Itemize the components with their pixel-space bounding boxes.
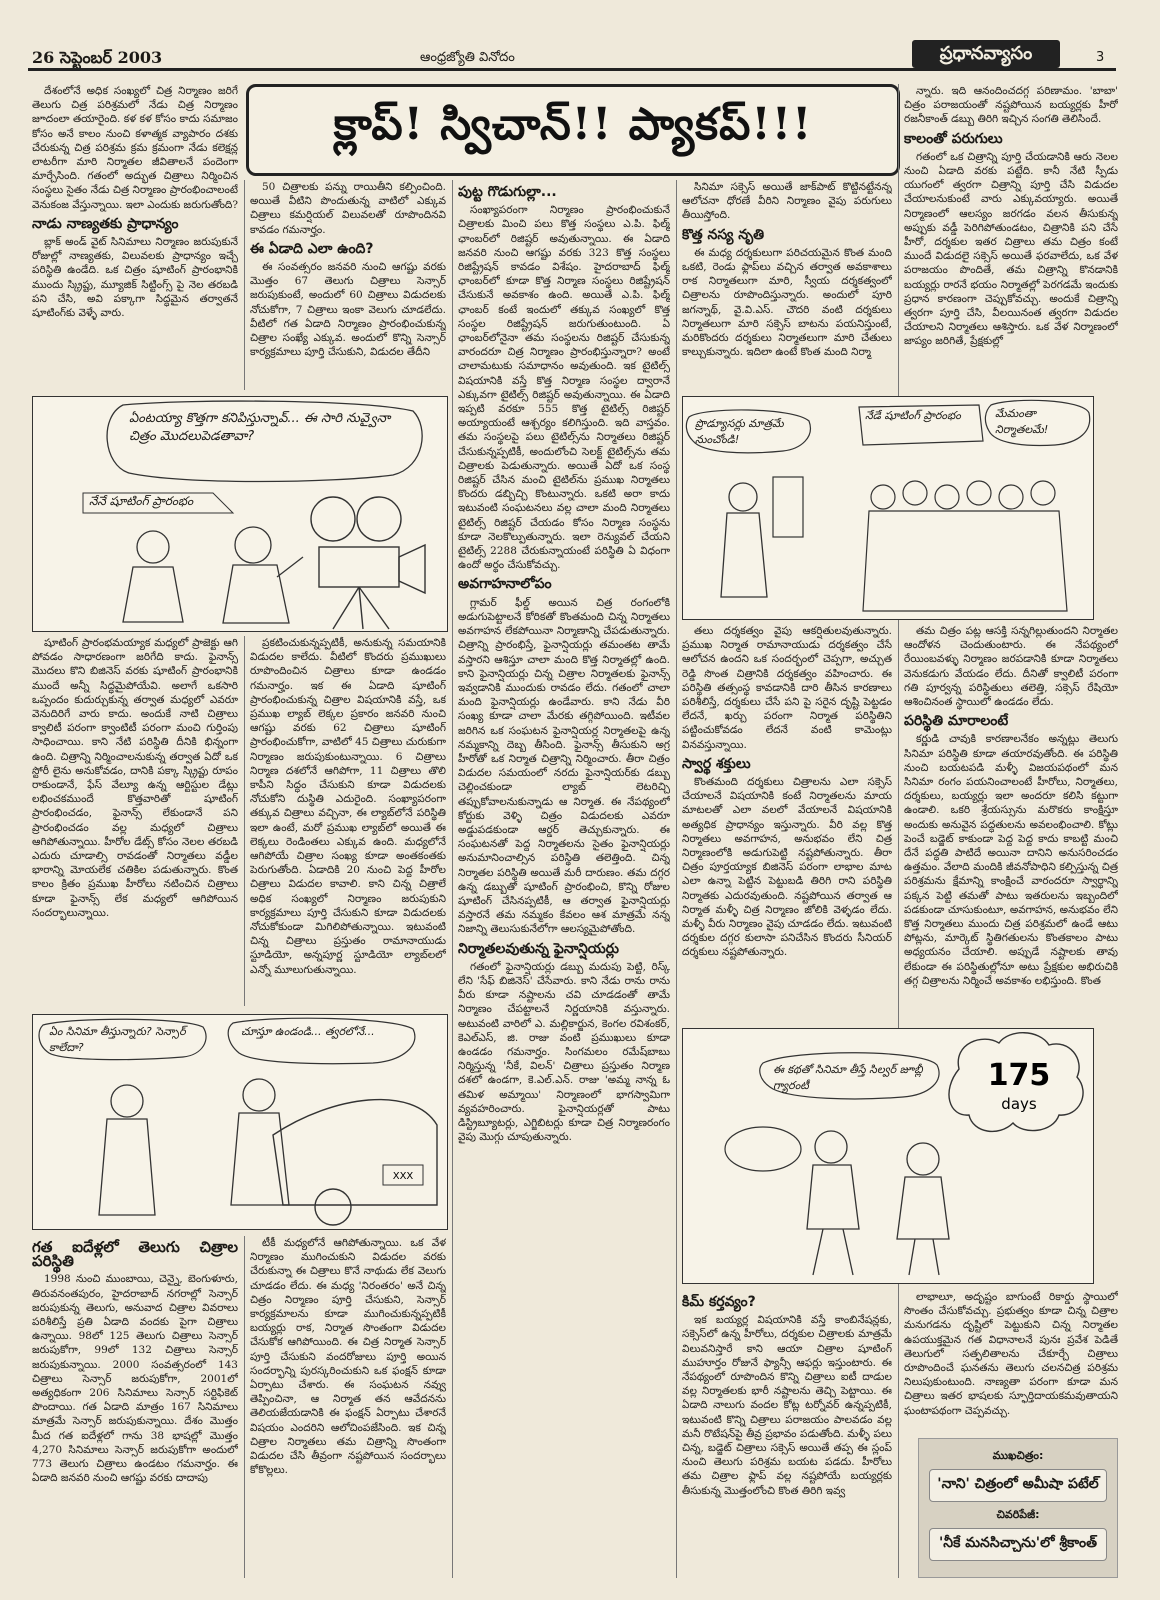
page-number: 3 [1096, 50, 1105, 65]
subhead-lack-of-awareness: అవగాహనాలోపం [458, 576, 552, 593]
column-1-mid [32, 636, 238, 1006]
cartoon-bubble: ఏంటయ్యా కొత్తగా కనిపిస్తున్నావ్... ఈ సారి నువ్వైనా చిత్రం మొదలుపెడతావా? [129, 411, 391, 444]
backpage-label: చివరిపేజీ: [996, 1508, 1040, 1521]
cartoon-producers-crowd [682, 396, 1094, 620]
column-rule [244, 636, 245, 1006]
column-2-mid [250, 636, 446, 1006]
article-paragraph: ప్రకటించుకున్నప్పటికీ, అనుకున్న సమయానికి విడుదల కాలేదు. వీటిలో కొందరు ప్రముఖులు రూపొందించిన చిత్రాలు కూడా ఉండడం గమనార్హం. ఇక ఈ ఏడాది షూటింగ్ ప్రారంభించుకున్న చిత్రాల విషయానికి వస్తే, ఒక ప్రముఖ ల్యాబ్ లెక్కల ప్రకారం జనవరి నుంచి ఆగష్టు వరకు 62 చిత్రాలు షూటింగ్ ప్రారంభించుకోగా, వాటిలో 45 చిత్రాలు చురుకుగా నిర్మాణం జరుపుకుంటున్నాయి. 6 చిత్రాలు నిర్మాణ దశలోనే ఆగిపోగా, 11 చిత్రాలు తొలి కాపీని సిద్ధం చేసుకుని కూడా విడుదలకు నోచుకోని దుస్థితి ఎదురైంది. సంఖ్యాపరంగా తక్కువ చిత్రాలు వచ్చినా, ఈ ల్యాబ్‌లోనే పరిస్థితి ఇలా ఉంటే, మరో ప్రముఖ ల్యాబ్‌లో అయితే ఈ లెక్కలు రెండింతలు ఎక్కువ ఉంది. మధ్యలోనే ఆగిపోయే చిత్రాల సంఖ్య కూడా అంతకంతకు పెరుగుతోంది. ఏడాదికి 20 నుంచి పెద్ద హీరోల చిత్రాలు విడుదల కావాలి. కాని చిన్న చిత్రాలే అధిక సంఖ్యలో నిర్మాణం జరుపుకుని కార్యక్రమాలు పూర్తి చేసుకుని కూడా విడుదలకు నోచుకోకుండా మిగిలిపోతున్నాయి. ఇటువంటి చిన్న చిత్రాలు ప్రస్తుతం రామానాయుడు స్టూడియో, అన్నపూర్ణ స్టూడియో ల్యాబ్‌లలో ఎన్నో మూలుగుతున్నాయి. [250, 637, 446, 976]
article-intro: దేశంలోనే అధిక సంఖ్యలో చిత్ర నిర్మాణం జరిగే తెలుగు చిత్ర పరిశ్రమలో నేడు చిత్ర నిర్మాణం జూదంలా తయారైంది. కళ కళ కోసం కాదు సమాజం కోసం అనే కాలం నుంచి కళాత్మక వ్యాపారం దశకు చేరుకున్న చిత్ర పరిశ్రమ క్రమ క్రమంగా నేడు కలెక్షన్ల లాటరీగా మారి నిర్మాతల జీవితాలనే పందెంగా మార్చేసింది. గతంలో అద్భుత చిత్రాలు నిర్మించిన సంస్థలు సైతం నేడు చిత్ర నిర్మాణం ప్రారంభించాలంటే వెనుకంజ వేస్తున్నాయి. ఇలా ఎందుకు జరుగుతోంది? [32, 85, 238, 211]
badge-number: 175 [987, 1058, 1051, 1093]
subhead-selfish-forces: స్వార్థ శక్తులు [682, 755, 751, 772]
column-2-top [250, 180, 446, 386]
column-4-bottom [682, 1290, 892, 1578]
cartoon-producer-car [32, 1014, 448, 1230]
article-paragraph: సంఖ్యాపరంగా నిర్మాణం ప్రారంభించుకునే చిత్రాలకు మించి పలు కొత్త సంస్థలు ఎ.పి. ఫిల్మ్ ఛాంబర్‌లో రిజిష్టర్ అవుతున్నాయి. ఈ ఏడాది జనవరి నుంచి ఆగష్టు వరకు 323 కొత్త సంస్థలు రిజిష్ట్రేషన్ కావడం విశేషం. హైదరాబాద్ ఫిల్మ్ ఛాంబర్‌లో కూడా కొత్త నిర్మాణ సంస్థలు రిజిష్ట్రేషన్ చేసుకునే అవకాశం ఉంది. అయితే ఎ.పి. ఫిల్మ్ ఛాంబర్ కంటే ఇందులో తక్కువ సంఖ్యలో కొత్త సంస్థల రిజిష్ట్రేషన్ జరుగుతుంటుంది. ఏ ఛాంబర్‌లోనైనా తమ సంస్థలను రిజిష్టర్ చేసుకున్న వారందరూ చిత్ర నిర్మాణం ప్రారంభిస్తున్నారా? అంటే చాలామటుకు సమాధానం అవుతుంది. ఇక టైటిల్స్ విషయానికి వస్తే కొత్త నిర్మాణ సంస్థల ద్వారానే ఎక్కువగా టైటిల్స్ రిజిష్టర్ అవుతున్నాయి. ఈ ఏడాది ఇప్పటి వరకూ 555 కొత్త టైటిల్స్ రిజిష్టర్ అయ్యాయంటే ఆశ్చర్యం కలిగిస్తుంది. ఇది వాస్తవం. తమ సంస్థలపై పలు టైటిల్స్‌ను నిర్మాతలు రిజిష్టర్ చేసుకున్నప్పటికీ, అందులోంచి సెలక్ట్ టైటిల్స్‌ను తమ చిత్రాలకు పెడుతున్నారు. అయితే ఏదో ఒక సంస్థ రిజిష్టర్ చేసిన మంచి టైటిల్‌ను ప్రముఖ నిర్మాతలు కొందరు డబ్బిచ్చి కొంటున్నారు. ఒకటి అరా కాదు ఇటువంటి సంఘటనలు వల్ల చాలా మంది నిర్మాతలు టైటిల్స్ రిజిష్టర్ చేయడం కోసం నిర్మాణ సంస్థను కూడా నెలకొల్పుతున్నారు. ఇలా రెన్యువల్ చేయని టైటిల్స్ 2288 చేరుకున్నాయంటే పరిస్థితి ఏ విధంగా ఉందో అర్థం చేసుకోవచ్చు. [458, 204, 670, 572]
cover-info-box [918, 1438, 1118, 1578]
subhead-what-to-do: కిమ్ కర్తవ్యం? [682, 1294, 756, 1310]
article-paragraph: ఇక బయ్యర్ల విషయానికి వస్తే కాంబినేషన్లకు, సక్సెస్‌లో ఉన్న హీరోలు, దర్శకుల చిత్రాలకు మాత్రమే విలువనిస్తారే కాని ఆయా చిత్రాల షూటింగ్ ముహూర్తం రోజునే ఫ్యాన్సీ ఆఫర్లు ఇస్తుంటారు. ఈ నేపథ్యంలో రూపొందిన కొన్ని చిత్రాలు ఐటీ దాడుల వల్ల నిర్మాతలకు భారీ నష్టాలను తెచ్చి పెట్టాయి. ఈ ఏడాది నాలుగు వందల కోట్ల టర్నోవర్ ఉన్నప్పటికీ, ఇటువంటి కొన్ని చిత్రాలు పరాజయం పాలవడం వల్ల మనీ రొటేషన్‌పై తీవ్ర ప్రభావం పడుతోంది. మళ్ళీ పలు చిన్న, బడ్జెట్ చిత్రాలు సక్సెస్ అయితే తప్ప ఈ స్లంప్ నుంచి తెలుగు పరిశ్రమ బయట పడదు. హీరోలు తమ చిత్రాల ఫ్లాప్ వల్ల నష్టపోయే బయ్యర్లకు తీసుకున్న మొత్తంలోంచి కొంత తిరిగి ఇవ్వ [682, 1314, 892, 1497]
column-rule [676, 180, 677, 1578]
article-paragraph: లాభాలూ, అదృష్టం బాగుంటే రికార్డు స్థాయిలో సొంతం చేసుకోవచ్చు. ప్రభుత్వం కూడా చిన్న చిత్రాల మనుగడను దృష్టిలో పెట్టుకుని చిన్న నిర్మాతల ఉపయుక్తమైన గత విధానాలనే పునః ప్రవేశ పెడితే తెలుగులో సత్ఫలితాలను చేకూర్చే చిత్రాలు రూపొందించే ఘనతను తెలుగు చలనచిత్ర పరిశ్రమ నిలుపుకుంటుంది. నాణ్యతా పరంగా కూడా మన చిత్రాలు ఇతర భాషలకు స్ఫూర్తిదాయకమవుతాయని ఘంటాపథంగా చెప్పవచ్చు. [904, 1291, 1118, 1417]
column-3 [458, 180, 670, 1578]
column-1-top [32, 84, 238, 384]
article-paragraph: 50 చిత్రాలకు పన్ను రాయితీని కల్పించింది. అయితే వీటిని పొందుతున్న వాటిలో ఎక్కువ చిత్రాలు కమర్షియల్ విలువలతో రూపొందినవి కావడం గమనార్హం. [250, 181, 446, 236]
article-paragraph: కొంతమంది దర్శకులు చిత్రాలను ఎలా సక్సెస్ చేయాలనే విషయానికి కంటే నిర్మాతలను మాయ మాటలతో ఎలా వలలో వేయాలనే విషయానికి అత్యధిక ప్రాధాన్యం ఇస్తున్నారు. వీరి వల్ల కొత్త నిర్మాతలు అవగాహన, అనుభవం లేని చిత్ర నిర్మాణంలోకి అడుగుపెట్టి నష్టపోతున్నారు. తీరా చిత్రం పూర్తయ్యాక బిజినెస్ పరంగా లాభాల మాట ఎలా ఉన్నా పెట్టిన పెట్టుబడి తిరిగి రాని పరిస్థితి నిర్మాతకు ఎదురవుతుంది. నష్టపోయిన తర్వాత ఆ నిర్మాత మళ్ళీ చిత్ర నిర్మాణం జోలికి వెళ్ళడం లేదు. మళ్ళీ వీరు నిర్మాణం వైపు చూడడం లేదు. ఇటువంటి దర్శకుల దగ్గర కులాసా పనిచేసిన కొందరు సీనియర్ దర్శకులు నష్టపోతున్నారు. [682, 776, 892, 959]
article-paragraph: సినిమా సక్సెస్ అయితే జాక్‌పాట్ కొట్టినట్టేనన్న ఆలోచనా ధోరణే వీరిని నిర్మాణం వైపు పరుగులు తీయిస్తోంది. [682, 181, 892, 222]
subhead-race-with-time: కాలంతో పరుగులు [904, 130, 1003, 147]
cartoon-bubble: ఏం సినిమా తీస్తున్నారు? సెన్సార్ కాలేదా? [49, 1025, 186, 1054]
column-4-top [682, 180, 892, 392]
column-rule [898, 84, 899, 1578]
subhead-new-trend: కొత్త నస్య నృతి [682, 226, 765, 243]
column-5-bottom [904, 1290, 1118, 1434]
subhead-mushrooms: పుట్ట గొడుగుల్లా... [458, 184, 557, 200]
article-paragraph: 1998 నుంచి ముంబాయి, చెన్నై, బెంగుళూరు, తిరువనంతపురం, హైదరాబాద్ నగరాల్లో సెన్సార్ జరుపుకున్న తెలుగు, అనువాద చిత్రాల వివరాలు పరిశీలిస్తే ప్రతి ఏడాది వందకు పైగా చిత్రాలు ఉన్నాయి. 98లో 125 తెలుగు చిత్రాలు సెన్సార్ జరుపుకోగా, 99లో 132 చిత్రాలు సెన్సార్ జరుపుకున్నాయి. 2000 సంవత్సరంలో 143 చిత్రాలు సెన్సార్ జరుపుకోగా, 2001లో అత్యధికంగా 206 సినిమాలు సెన్సార్ సర్టిఫికెట్ పొందాయి. గత ఏడాది మాత్రం 167 సినిమాలు మాత్రమే సెన్సార్ జరుపుకున్నాయి. దేశం మొత్తం మీద గత ఐదేళ్లలో గాను 38 భాషల్లో మొత్తం 4,270 సినిమాలు సెన్సార్ జరుపుకోగా అందులో 773 తెలుగు చిత్రాలు ఉండటం గమనార్హం. ఈ ఏడాది జనవరి నుంచి ఆగష్టు వరకు దాదాపు [32, 1273, 238, 1485]
column-5-top [904, 84, 1118, 384]
badge-text: days [1001, 1095, 1037, 1113]
cartoon-sign: నేనే షూటింగ్ ప్రారంభం [89, 494, 194, 508]
cover-label: ముఖచిత్రం: [992, 1449, 1044, 1462]
article-paragraph: కర్ణుడి చావుకి కారణాలనేకం అన్నట్లు తెలుగు సినిమా పరిస్థితి కూడా తయారవుతోంది. ఈ పరిస్థితి నుంచి బయటపడి మళ్ళీ విజయపథంలో మన సినిమా రంగం పయనించాలంటే హీరోలు, నిర్మాతలు, దర్శకులు, బయ్యర్లు ఇలా అందరూ కలిసి కట్టుగా ఉండాలి. ఒకరి శ్రేయస్సును మరొకరు కాంక్షిస్తూ అందుకు అనువైన పద్ధతులను అవలంభించాలి. కోట్లు పెంచే బడ్జెట్ కాకుండా పెద్ద పెద్ద కాదు కాబట్టి మంచి దేనే పద్ధతి పాటిదే అయినా దానిని అనుసరించడం ఉత్తమం. వేలాది మందికి జీవనోపాధిని కల్పిస్తున్న చిత్ర పరిశ్రమను క్షేమాన్ని కాంక్షించే వారందరూ స్వార్థాన్ని పక్కన పెట్టి తమతో పాటు ఇతరులను ఇబ్బందిలో పడకుండా చూసుకుంటూ, అవగాహన, అనుభవం లేని కొత్త నిర్మాతలు ముందు చిత్ర పరిశ్రమలో ఉండే ఆటు పోట్లను, మార్కెట్ స్థితిగతులను కొంతకాలం పాటు అధ్యయనం చేయాలి. అప్పుడే నష్టాలకు తావు లేకుండా ఈ పరిస్థితుల్లోనూ అటు ప్రేక్షకుల అభిరుచికి తగ్గ చిత్రాలను నిర్మించే అవకాశం లభిస్తుంది. కొంత [904, 733, 1118, 987]
subhead-financiers: నిర్మాతలవుతున్న ఫైనాన్షియర్లు [458, 940, 619, 957]
column-2-bottom [250, 1236, 446, 1578]
column-4-mid [682, 624, 892, 1020]
backpage-item: 'నీకే మనసిచ్చాను'లో శ్రీకాంత్ [929, 1528, 1107, 1561]
subhead-to-change: పరిస్థితి మారాలంటే [904, 713, 1009, 730]
article-paragraph: ఈ సంవత్సరం జనవరి నుంచి ఆగష్టు వరకు మొత్తం 67 తెలుగు చిత్రాలు సెన్సార్ జరుపుకుంటే, అందులో 60 చిత్రాలు విడుదలకు నోచుకోగా, 7 చిత్రాలు ఇంకా వెలుగు చూడలేదు. వీటిలో గత ఏడాది నిర్మాణం ప్రారంభించుకున్న చిత్రాల సంఖ్యే ఎక్కువ. అందులో కొన్ని సెన్సార్ కార్యక్రమాలు పూర్తి చేసుకుని, విడుదల తేదీని [250, 261, 446, 359]
subhead-five-years: గత ఐదేళ్లలో తెలుగు చిత్రాల పరిస్థితి [32, 1238, 238, 1271]
article-paragraph: గతంలో ఒక చిత్రాన్ని పూర్తి చేయడానికి ఆరు నెలల నుంచి ఏడాది వరకు పట్టేది. కానీ నేటి స్పీడు యుగంలో త్వరగా చిత్రాన్ని పూర్తి చేసి విడుదల చేయాలనుకుంటే వారు ఎక్కువయ్యారు. అయితే నిర్మాణంలో ఆలస్యం జరగడం వలన తీసుకున్న అప్పుకు వడ్డీ పెరిగిపోతుండటం, చిత్రానికి పని చేసే హీరో, దర్శకుల ఇతర చిత్రాలు తమ చిత్రం కంటే ముందే విడుదలై సక్సెస్ అయితే ఫరవాలేదు, ఒక వేళ పరాజయం పొందితే, తమ చిత్రాన్ని కొనడానికి బయ్యర్లు రారనే భయం నిర్మాతల్లో పెరగడమే ఇందుకు ప్రధాన కారణంగా చెప్పుకోవచ్చు. అందుకే చిత్రాన్ని త్వరగా పూర్తి చేసి, వీలయినంత త్వరగా విడుదల చేయాలని నిర్మాతలు ఆశిస్తారు. ఒక వేళ నిర్మాణంలో జాప్యం జరిగితే, ప్రేక్షకుల్లో [904, 150, 1118, 348]
subhead-this-year: ఈ ఏడాది ఎలా ఉంది? [250, 240, 374, 257]
article-paragraph: టీకీ మధ్యలోనే ఆగిపోతున్నాయి. ఒక వేళ నిర్మాణం ముగించుకుని విడుదల వరకు చేరుకున్నా ఈ చిత్రాలు కొనే నాథుడు లేక వెలుగు చూడడం లేదు. ఈ మధ్య 'నిరంతరం' అనే చిన్న చిత్రం నిర్మాణం పూర్తి చేసుకుని, సెన్సార్ కార్యక్రమాలను కూడా ముగించుకున్నప్పటికీ బయ్యర్లు రాక, నిర్మాత సొంతంగా విడుదల చేసుకోక ఆగిపోయింది. ఈ చిత్ర నిర్మాత సెన్సార్ పూర్తి చేసుకుని వందరోజులు పూర్తి అయిన సందర్భాన్ని పురస్కరించుకుని ఒక ఫంక్షన్ కూడా ఏర్పాటు చేశారు. ఈ సంఘటన నవ్వు తెప్పించినా, ఆ నిర్మాత తన ఆవేదనను తెలియజేయడానికి ఈ ఫంక్షన్ ఏర్పాటు చేశారనే విషయం ఎందరిని ఆలోచింపజేసింది. ఇక చిన్న చిత్రాల నిర్మాతలు తమ చిత్రాన్ని సొంతంగా విడుదల చేసి తీవ్రంగా నష్టపోయిన సందర్భాలు కోకొల్లలు. [250, 1237, 446, 1477]
column-rule [452, 180, 453, 1578]
article-paragraph: ఈ మధ్య దర్శకులుగా పరిచయమైన కొంత మంది ఒకటి, రెండు ఫ్లాప్‌లు వచ్చిన తర్వాత అవకాశాలు రాక నిర్మాతలుగా మారి, స్వీయ దర్శకత్వంలో చిత్రాలను రూపొందిస్తున్నారు. అందులో పూరి జగన్నాథ్, వై.వి.ఎస్. చౌదరి వంటి దర్శకులు నిర్మాతలుగా మారి సక్సెస్ బాటను పయనిస్తుంటే, మరికొందరు దర్శకులు నిర్మాతలుగా మారి చేతులు కాల్చుకున్నారు. ఇదిలా ఉంటే కొంత మంది నిర్మా [682, 246, 892, 359]
cartoon-bubble: మేమంతా నిర్మాతలమే! [995, 407, 1049, 436]
header-rule [28, 68, 1116, 71]
masthead: ఆంధ్రజ్యోతి వినోదం [420, 50, 515, 65]
car-plate: XXX [392, 1171, 414, 1182]
article-paragraph: బ్లాక్ అండ్ వైట్ సినిమాలు నిర్మాణం జరుపుకునే రోజుల్లో నాణ్యతకు, విలువలకు ప్రాధాన్యం ఇచ్చే పరిస్థితి ఉండేది. ఒక చిత్రం షూటింగ్ ప్రారంభానికి ముందు స్క్రిప్టు, మ్యూజిక్ సిట్టింగ్స్ పై నెల తరబడి పని చేసి, అవి పక్కాగా సిద్ధమైన తర్వాతనే షూటింగ్‌కు వెళ్ళే వారు. [32, 236, 238, 320]
cartoon-bubble: చూస్తూ ఉండండి... త్వరలోనే... [241, 1025, 375, 1038]
column-rule [244, 1236, 245, 1578]
cartoon-175-days [682, 1028, 1094, 1284]
subhead-quality: నాడు నాణ్యతకు ప్రాధాన్యం [32, 215, 179, 232]
cartoon-shooting-start [32, 396, 448, 632]
cartoon-sign: నేడే షూటింగ్ ప్రారంభం [865, 409, 961, 422]
article-paragraph: తమ చిత్రం పట్ల ఆసక్తి సన్నగిల్లుతుందని నిర్మాతల ఆందోళన చెందుతుంటారు. ఈ నేపథ్యంలో రేయింబవళ్ళు నిర్మాణం జరపడానికి కూడా నిర్మాతలు వెనుకడుగు వేయడం లేదు. దీనితో క్వాలిటీ పరంగా గతి పూర్వన్న పరిస్థితులు తలెత్తి, సక్సెస్ రేషియో ఆశించినంత స్థాయిలో ఉండడం లేదు. [904, 625, 1118, 709]
cartoon-bubble: ఈ కథతో సినిమా తీస్తే సిల్వర్ జూబ్లీ గ్యారంటీ [773, 1063, 923, 1092]
headline-box [246, 84, 900, 176]
cartoon-bubble: ప్రొడ్యూసర్లు మాత్రమే నుంచోండి! [695, 417, 784, 446]
article-paragraph: షూటింగ్ ప్రారంభమయ్యాక మధ్యలో ప్రాజెక్టు ఆగి పోవడం సాధారణంగా జరిగేది కాదు. ఫైనాన్స్ మొదలు కొని బిజినెస్ వరకు షూటింగ్ ప్రారంభానికి ముందే అన్నీ సిద్ధమైపోయేవి. అలాగే ఒకసారి ఒప్పందం కుదుర్చుకున్న తర్వాత మధ్యలో ఎవరూ వెనుదిరిగే వారు కాదు. అందుకే నాటి చిత్రాలు క్వాలిటీ పరంగా క్వాంటిటీ పరంగా మంచి గుర్తింపు సాధించాయి. కాని నేటి పరిస్థితి దీనికి భిన్నంగా ఉంది. చిత్రాన్ని నిర్మించాలనుకున్న తర్వాత ఏదో ఒక స్టోరీ లైను అనుకోవడం, దానికి పక్కా స్క్రిప్టు రూపం రాకుండానే, ఫేస్ వేల్యూ ఉన్న ఆర్టిస్టుల డేట్లు లభించకముందే కొత్తవారితో షూటింగ్ ప్రారంభించడం, ఫైనాన్స్ లేకుండానే పని ప్రారంభించడం వల్ల మధ్యలో చిత్రాలు ఆగిపోతున్నాయి. హీరోల డేట్స్ కోసం నెలల తరబడి ఎదురు చూడాల్సి రావడంతో నిర్మాతలు వడ్డీల భారాన్ని మోయలేక చతికిల పడుతున్నారు. కొంత కాలం క్రితం ప్రముఖ హీరోలు నటించిన చిత్రాలు కూడా ఫైనాన్స్ లేక మధ్యలో ఆగిపోయిన సందర్భాలున్నాయి. [32, 637, 238, 919]
headline: క్లాప్! స్విచాన్!! ప్యాకప్!!! [333, 99, 813, 150]
article-paragraph: గతంలో ఫైనాన్షియర్లు డబ్బు మదుపు పెట్టి, రిస్క్ లేని 'సేఫ్ బిజినెస్' చేసేవారు. కాని నేడు రాను రాను వీరు కూడా నష్టాలను చవి చూడడంతో తామే నిర్మాణం చేపట్టాలనే నిర్ణయానికి వస్తున్నారు. అటువంటి వారిలో ఎ. మల్లికార్జున, కెంగల రవిశంకర్, కెఎల్ఎస్, జి. రాజు వంటి ప్రముఖులు కూడా ఉండడం గమనార్హం. సింగమలం రమేష్‌బాబు నిర్మిస్తున్న 'నీకే, విలన్' చిత్రాలు ప్రస్తుతం నిర్మాణ దశలో ఉండగా, కె.ఎల్.ఎన్. రాజు 'అమ్మ నాన్న ఓ తమిళ అమ్మాయి' నిర్మాణంలో భాగస్వామిగా వ్యవహరించారు. ఫైనాన్షియర్లతో పాటు డిస్ట్రిబ్యూటర్లు, ఎగ్జిబిటర్లు కూడా చిత్ర నిర్మాణరంగం వైపు మొగ్గు చూపుతున్నారు. [458, 960, 670, 1144]
section-tag: ప్రధానవ్యాసం [912, 40, 1060, 68]
article-paragraph: గ్లామర్ ఫీల్డ్ అయిన చిత్ర రంగంలోకి అడుగుపెట్టాలనే కోరికతో కొంతమంది చిన్న నిర్మాతలు అవగాహన లేకపోయినా నిర్మాణాన్ని చేపడుతున్నారు. చిత్రాన్ని ప్రారంభిస్తే, ఫైనాన్షియర్లు తమంతట తామే వస్తారని ఆశిస్తూ చాలా మంది కొత్త నిర్మాతల్లో ఉంది. కాని ఫైనాన్షియర్లు చిన్న చిత్రాల నిర్మాతలకు ఫైనాన్స్ ఇవ్వడానికి ముందుకు రావడం లేదు. గతంలో చాలా మంది ఫైనాన్షియర్లు ఉండేవారు. కాని నేడు వీరి సంఖ్య కూడా చాలా మేరకు తగ్గిపోయింది. ఇటీవల జరిగిన ఒక సంఘటన ఫైనాన్షియర్ల నిర్మాతలపై ఉన్న నమ్మకాన్ని దెబ్బ తీసింది. ఫైనాన్స్ తీసుకుని అగ్ర హీరోతో ఒక నిర్మాత చిత్రాన్ని నిర్మించారు. తీరా చిత్రం విడుదల సమయంలో నరదు ఫైనాన్షియర్‌కు డబ్బు చెల్లించకుండా ల్యాబ్ లెటరిచ్చి తప్పుకోవాలనుకున్నాడు ఆ నిర్మాత. ఈ నేపథ్యంలో కోర్టుకు వెళ్ళి చిత్రం విడుదలకు ఎవరూ అడ్డుపడకుండా ఆర్డర్ తెచ్చుకున్నారు. ఈ సంఘటనతో పెద్ద నిర్మాతలను సైతం ఫైనాన్షియర్లు అనుమానించాల్సిన పరిస్థితి తలెత్తింది. చిన్న నిర్మాతల పరిస్థితి అయితే మరీ దారుణం. తమ దగ్గర ఉన్న డబ్బుతో షూటింగ్ ప్రారంభించి, కొన్ని రోజుల షూటింగ్ చేసినప్పటికీ, ఆ తర్వాత ఫైనాన్షియర్లు వస్తారనే తమ నమ్మకం కేవలం ఆశ మాత్రమే నన్న నిజాన్ని తెలుసుకునేలోగా ఆలస్యమైపోతోంది. [458, 596, 670, 936]
issue-date: 26 సెప్టెంబర్ 2003 [32, 48, 163, 67]
column-rule [244, 180, 245, 390]
column-1-bottom [32, 1236, 238, 1578]
article-paragraph: న్నారు. ఇది ఆనందించదగ్గ పరిణామం. 'బాబా' చిత్రం పరాజయంతో నష్టపోయిన బయ్యర్లకు హీరో రజనీకాంత్ డబ్బు తిరిగి ఇచ్చిన సంగతి తెలిసిందే. [904, 85, 1118, 126]
column-5-mid [904, 624, 1118, 1020]
article-paragraph: తలు దర్శకత్వం వైపు ఆకర్షితులవుతున్నారు. ప్రముఖ నిర్మాత రామానాయుడు దర్శకత్వం చేసే ఆలోచన ఉందని ఒక సందర్భంలో చెప్పగా, అచ్చుత రెడ్డి సొంత చిత్రానికి దర్శకత్వం వహించారు. ఈ పరిస్థితి తత్సంస్థ కావడానికి దారి తీసిన కారణాలు పరిశీలిస్తే, దర్శకులు చేసే పని పై సరైన దృష్టి పెట్టడం లేదనే, ఖర్చు పరంగా నిర్మాత పరిస్థితిని పట్టించుకోవడం లేదనే వంటి కామెంట్లు వినవస్తున్నాయి. [682, 625, 892, 751]
cover-item: 'నాని' చిత్రంలో అమీషా పటేల్ [929, 1469, 1107, 1502]
